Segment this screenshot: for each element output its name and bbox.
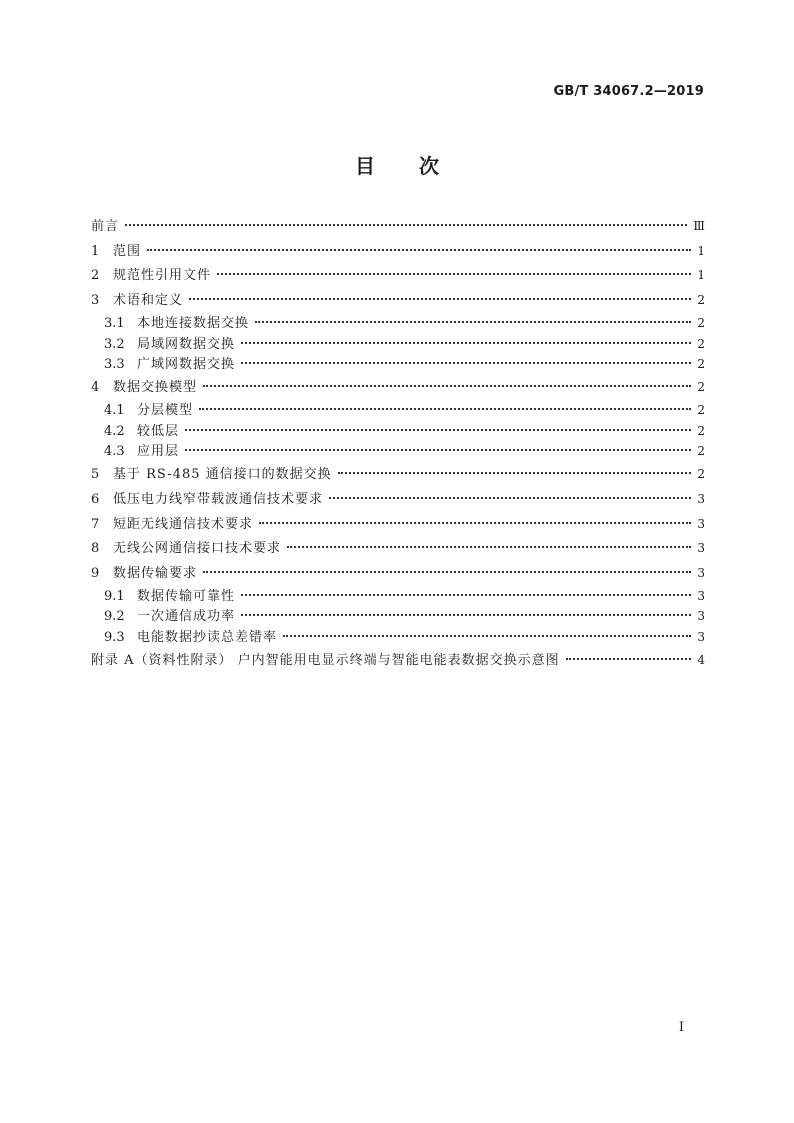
toc-entry-page: 3	[697, 491, 705, 506]
toc-entry-number: 9	[91, 565, 100, 581]
toc-entry-page: 2	[697, 402, 705, 417]
toc-entry[interactable]	[91, 443, 705, 460]
toc-entry[interactable]	[91, 216, 705, 237]
toc-leader-dots	[147, 249, 691, 251]
toc-entry-page: 3	[697, 588, 705, 603]
toc-leader-dots	[185, 429, 691, 431]
toc-entry-label: 无线公网通信接口技术要求	[113, 541, 282, 557]
toc-entry-label: 术语和定义	[113, 293, 184, 309]
toc-leader-dots	[217, 273, 691, 275]
toc-entry-label: 基于 RS-485 通信接口的数据交换	[113, 467, 332, 483]
toc-entry[interactable]	[91, 629, 705, 646]
toc-entry[interactable]	[91, 563, 705, 584]
toc-entry-number: 7	[91, 516, 100, 532]
toc-leader-dots	[241, 342, 691, 344]
toc-entry-number: 3.2	[104, 336, 125, 352]
toc-entry-page: 1	[697, 268, 705, 283]
table-of-contents	[91, 216, 705, 675]
toc-entry-label: 数据传输要求	[113, 565, 198, 581]
toc-entry-page: 2	[697, 293, 705, 308]
toc-entry[interactable]	[91, 356, 705, 373]
toc-entry-label: 数据交换模型	[113, 380, 198, 396]
toc-entry-page: 3	[697, 565, 705, 580]
toc-entry[interactable]	[91, 377, 705, 398]
toc-entry-page: Ⅲ	[693, 219, 705, 233]
toc-entry-label: 一次通信成功率	[137, 609, 236, 625]
toc-entry-number: 3.3	[104, 357, 125, 373]
toc-leader-dots	[255, 321, 691, 323]
toc-entry-label: 应用层	[137, 444, 180, 460]
toc-entry-label: 短距无线通信技术要求	[113, 516, 254, 532]
toc-entry-label: 局域网数据交换	[137, 336, 236, 352]
toc-entry-label: 数据传输可靠性	[137, 588, 236, 604]
toc-entry-page: 3	[697, 541, 705, 556]
toc-entry-page: 4	[697, 653, 705, 668]
toc-entry-number: 9.3	[104, 630, 125, 646]
toc-entry-page: 3	[697, 609, 705, 624]
toc-entry[interactable]	[91, 588, 705, 605]
toc-entry-page: 2	[697, 357, 705, 372]
toc-leader-dots	[287, 546, 691, 548]
toc-entry[interactable]	[91, 315, 705, 332]
toc-entry-page: 2	[697, 467, 705, 482]
toc-leader-dots	[241, 594, 691, 596]
toc-entry-number: 4.2	[104, 423, 125, 439]
toc-entry[interactable]	[91, 608, 705, 625]
toc-entry-number: 1	[91, 243, 100, 259]
toc-leader-dots	[203, 385, 691, 387]
toc-entry-number: 4	[91, 380, 100, 396]
toc-entry-page: 3	[697, 630, 705, 645]
toc-entry-label: 前言	[91, 219, 120, 234]
toc-entry-page: 2	[697, 336, 705, 351]
toc-entry[interactable]	[91, 423, 705, 440]
standard-code: GB/T 34067.2—2019	[553, 84, 704, 99]
toc-entry[interactable]	[91, 489, 705, 510]
toc-entry-label: 本地连接数据交换	[137, 315, 250, 331]
toc-leader-dots	[241, 362, 691, 364]
toc-leader-dots	[199, 408, 691, 410]
toc-entry-page: 1	[697, 243, 705, 258]
toc-entry-label: 附录 A（资料性附录） 户内智能用电显示终端与智能电能表数据交换示意图	[91, 653, 560, 669]
toc-entry-label: 广域网数据交换	[137, 357, 236, 373]
toc-leader-dots	[185, 449, 691, 451]
toc-entry[interactable]	[91, 265, 705, 286]
toc-entry[interactable]	[91, 464, 705, 485]
toc-leader-dots	[338, 472, 691, 474]
toc-leader-dots	[283, 635, 691, 637]
toc-entry-number: 4.1	[104, 402, 125, 418]
toc-entry-page: 2	[697, 315, 705, 330]
toc-entry-label: 低压电力线窄带载波通信技术要求	[113, 491, 324, 507]
page-title: 目次	[355, 154, 483, 178]
toc-entry[interactable]	[91, 290, 705, 311]
toc-leader-dots	[259, 522, 691, 524]
toc-entry-page: 2	[697, 380, 705, 395]
toc-entry[interactable]	[91, 514, 705, 535]
toc-leader-dots	[125, 224, 687, 226]
toc-entry-number: 3	[91, 293, 100, 309]
toc-entry-page: 2	[697, 423, 705, 438]
toc-entry-number: 4.3	[104, 444, 125, 460]
toc-entry[interactable]	[91, 538, 705, 559]
toc-entry-label: 较低层	[137, 423, 180, 439]
toc-entry-number: 2	[91, 268, 100, 284]
toc-entry-number: 5	[91, 467, 100, 483]
toc-leader-dots	[189, 298, 691, 300]
toc-leader-dots	[241, 614, 691, 616]
toc-leader-dots	[203, 571, 691, 573]
toc-leader-dots	[329, 497, 691, 499]
toc-entry-number: 9.2	[104, 609, 125, 625]
toc-entry-label: 范围	[113, 243, 142, 259]
toc-entry[interactable]	[91, 336, 705, 353]
toc-entry-page: 2	[697, 444, 705, 459]
toc-entry-number: 9.1	[104, 588, 125, 604]
toc-entry-label: 电能数据抄读总差错率	[137, 630, 278, 646]
toc-entry-number: 3.1	[104, 315, 125, 331]
toc-entry[interactable]	[91, 650, 705, 671]
toc-entry[interactable]	[91, 241, 705, 262]
toc-leader-dots	[566, 658, 691, 660]
toc-entry-page: 3	[697, 516, 705, 531]
toc-entry[interactable]	[91, 402, 705, 419]
toc-entry-label: 规范性引用文件	[113, 268, 212, 284]
toc-entry-label: 分层模型	[137, 402, 194, 418]
page-number: Ⅰ	[678, 1020, 684, 1035]
toc-entry-number: 6	[91, 491, 100, 507]
toc-entry-number: 8	[91, 541, 100, 557]
